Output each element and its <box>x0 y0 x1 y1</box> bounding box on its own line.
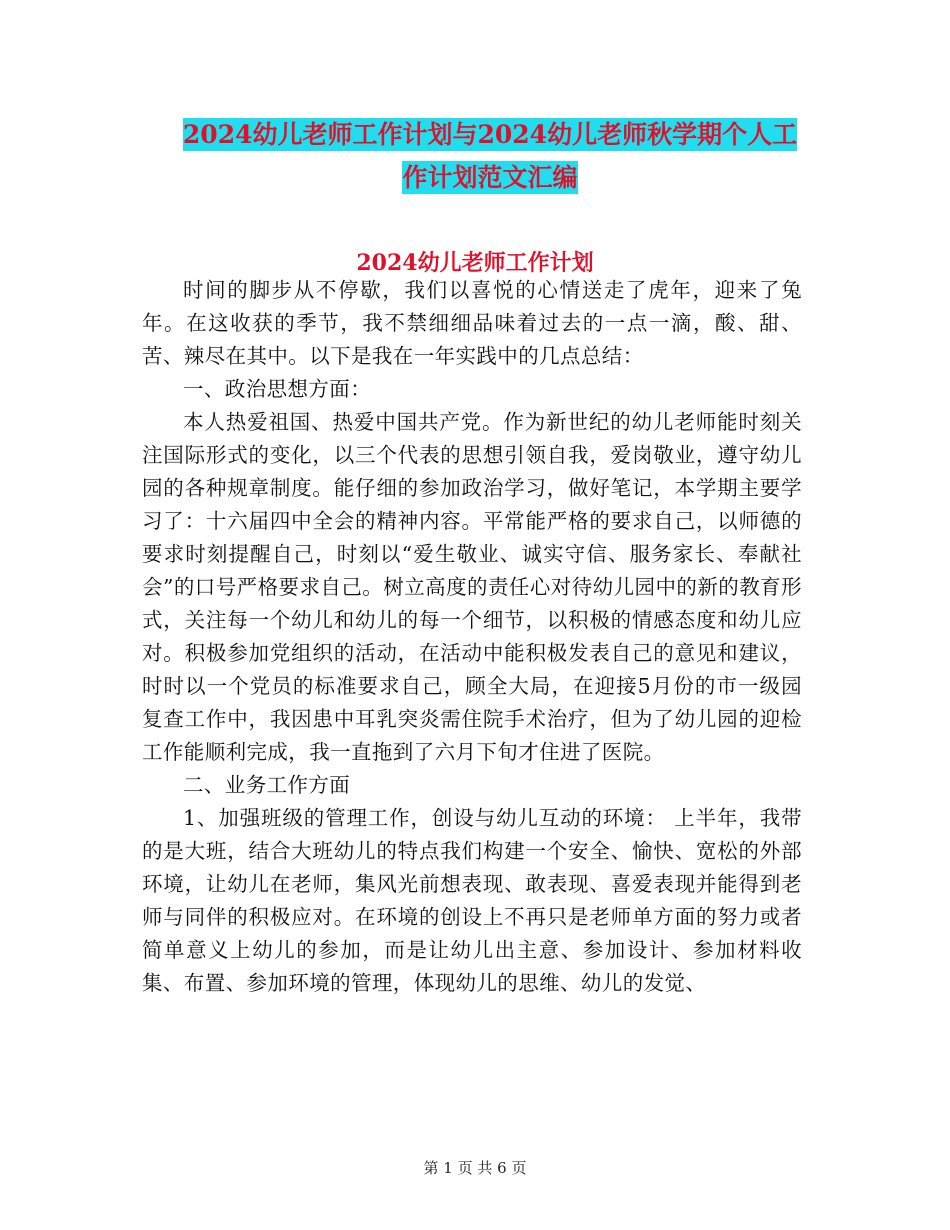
heading-work: 二、业务工作方面 <box>183 773 351 797</box>
paragraph-political: 本人热爱祖国、热爱中国共产党。作为新世纪的幼儿老师能时刻关注国际形式的变化，以三个代表的思想引领自我，爱岗敬业，遵守幼儿园的各种规章制度。能仔细的参加政治学习，做好笔记，本学期主要学习了：十六届四中全会的精神内容。平常能严格的要求自己，以师德的要求时刻提醒自己，时刻以“爱生敬业、诚实守信、服务家长、奉献社会”的口号严格要求自己。树立高度的责任心对待幼儿园中的新的教育形式，关注每一个幼儿和幼儿的每一个细节，以积极的情感态度和幼儿应对。积极参加党组织的活动，在活动中能积极发表自己的意见和建议，时时以一个党员的标准要求自己，顾全大局，在迎接5月份的市一级园复查工作中，我因患中耳乳突炎需住院手术治疗，但为了幼儿园的迎检工作能顺利完成，我一直拖到了六月下旬才住进了医院。 <box>142 410 802 764</box>
paragraph-class-management: 1、加强班级的管理工作，创设与幼儿互动的环境： 上半年，我带的是大班，结合大班幼儿的特点我们构建一个安全、愉快、宽松的外部环境，让幼儿在老师，集风光前想表现、敢表现、喜爱表现并能得到老师与同伴的积极应对。在环境的创设上不再只是老师单方面的努力或者简单意义上幼儿的参加，而是让幼儿出主意、参加设计、参加材料收集、布置、参加环境的管理，体现幼儿的思维、幼儿的发觉、 <box>142 806 802 995</box>
document-title-line-2: 作计划范文汇编 <box>402 163 578 192</box>
page-footer: 第 1 页 共 6 页 <box>423 1159 527 1177</box>
document-title <box>140 113 840 199</box>
paragraph-intro: 时间的脚步从不停歇，我们以喜悦的心情送走了虎年，迎来了兔年。在这收获的季节，我不禁细细品味着过去的一点一滴，酸、甜、苦、辣尽在其中。以下是我在一年实践中的几点总结： <box>142 278 802 368</box>
section-title: 2024幼儿老师工作计划 <box>356 250 594 276</box>
document-body <box>142 274 802 1000</box>
heading-political: 一、政治思想方面： <box>183 377 372 401</box>
document-title-line-1: 2024幼儿老师工作计划与2024幼儿老师秋学期个人工 <box>182 120 798 149</box>
